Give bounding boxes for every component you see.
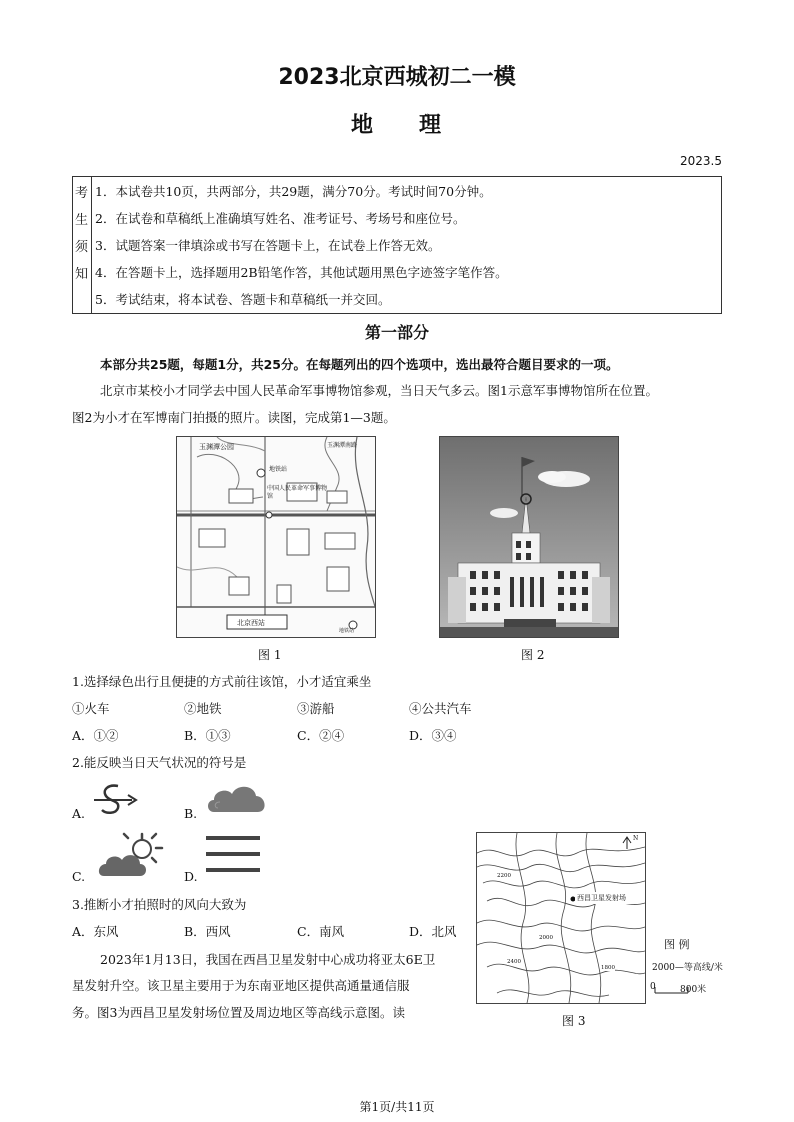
- north-label: N: [633, 835, 639, 842]
- figure-1-map: [176, 436, 376, 638]
- question-1-option-a: A．①②: [72, 728, 119, 743]
- passage-line-1: 2023年1月13日，我国在西昌卫星发射中心成功将亚太6E卫: [100, 952, 436, 967]
- notice-rule: 5．考试结束，将本试卷、答题卡和草稿纸一并交回。: [95, 292, 391, 307]
- question-3-option-b: B．西风: [184, 924, 231, 939]
- question-1-item: ③游船: [297, 701, 335, 716]
- question-3-option-a: A．东风: [72, 924, 119, 939]
- map-label-metro: 地铁站: [269, 466, 288, 473]
- part-instruction: 本部分共25题，每题1分，共25分。在每题列出的四个选项中，选出最符合题目要求的一项。: [100, 357, 619, 372]
- notice-side-char: 考: [75, 186, 89, 201]
- contour-label: 2000: [539, 935, 553, 941]
- question-2-option-c: C.: [72, 869, 86, 884]
- subject-title: [0, 108, 794, 139]
- passage-line-3: 务。图3为西昌卫星发射场位置及周边地区等高线示意图。读: [72, 1005, 405, 1020]
- question-1-option-d: D．③④: [409, 728, 457, 743]
- map-label-station: 北京西站: [237, 619, 265, 627]
- figure-3-caption: 图 3: [562, 1014, 586, 1028]
- contour-label: 2400: [507, 959, 521, 965]
- contour-label: 1800: [601, 965, 615, 971]
- question-2-option-d: D.: [184, 869, 198, 884]
- part-title: 第一部分: [364, 323, 429, 342]
- map-legend-metro: 地铁站: [339, 628, 355, 634]
- overcast-cloud-icon: [204, 778, 270, 818]
- map-label-park: 玉渊潭公园: [199, 443, 234, 451]
- question-2-option-a: A.: [72, 806, 86, 821]
- notice-side-char: 须: [75, 240, 89, 255]
- figure-2-caption: 图 2: [521, 648, 545, 662]
- question-1-stem: 1.选择绿色出行且便捷的方式前往该馆，小才适宜乘坐: [72, 674, 372, 689]
- launch-site-label: 西昌卫星发射场: [577, 894, 626, 902]
- question-3-stem: 3.推断小才拍照时的风向大致为: [72, 897, 247, 912]
- question-2-stem: 2.能反映当日天气状况的符号是: [72, 755, 247, 770]
- notice-rule: 3．试题答案一律填涂或书写在答题卡上，在试卷上作答无效。: [95, 238, 441, 253]
- question-1-option-b: B．①③: [184, 728, 231, 743]
- question-1-item: ①火车: [72, 701, 110, 716]
- exam-title: 2023北京西城初二一模: [278, 65, 516, 90]
- question-3-option-c: C．南风: [297, 924, 345, 939]
- legend-scale-end: 800米: [680, 985, 707, 995]
- fog-icon: [204, 834, 262, 874]
- question-1-item: ④公共汽车: [409, 701, 472, 716]
- passage-line-2: 星发射升空。该卫星主要用于为东南亚地区提供高通量通信服: [72, 978, 410, 993]
- contour-label: 2200: [497, 873, 511, 879]
- question-1-option-c: C．②④: [297, 728, 345, 743]
- intro-line-1: 北京市某校小才同学去中国人民革命军事博物馆参观，当日天气多云。图1示意军事博物馆所在位置。: [100, 383, 658, 398]
- wind-storm-icon: [92, 782, 140, 820]
- figure-1-caption: 图 1: [258, 648, 282, 662]
- notice-side-label: [73, 177, 92, 313]
- partly-cloudy-icon: [98, 832, 164, 880]
- question-3-option-d: D．北风: [409, 924, 457, 939]
- map-label-museum: 中国人民革命军事博物馆: [267, 485, 328, 500]
- page-footer: 第1页/共11页: [359, 1100, 435, 1114]
- notice-rule: 4．在答题卡上，选择题用2B铅笔作答，其他试题用黑色字迹签字笔作答。: [95, 265, 508, 280]
- subject-char-a: 地: [350, 113, 375, 138]
- legend-title: 图 例: [664, 938, 690, 951]
- legend-contour: 2000—等高线/米: [652, 963, 723, 973]
- exam-date: 2023.5: [680, 154, 722, 168]
- intro-line-2: 图2为小才在军博南门拍摄的照片。读图，完成第1—3题。: [72, 410, 396, 425]
- notice-side-char: 知: [75, 267, 89, 282]
- contour-drawing: [477, 833, 645, 1003]
- subject-char-b: 理: [419, 113, 444, 138]
- notice-side-char: 生: [75, 213, 89, 228]
- map-label-road: 玉渊潭南路: [327, 442, 358, 449]
- notice-rule: 2．在试卷和草稿纸上准确填写姓名、准考证号、考场号和座位号。: [95, 211, 466, 226]
- figure-3-contour-map: [476, 832, 646, 1004]
- notice-rule: 1．本试卷共10页，共两部分，共29题，满分70分。考试时间70分钟。: [95, 184, 492, 199]
- question-1-item: ②地铁: [184, 701, 222, 716]
- legend-scale-start: 0: [650, 982, 656, 992]
- question-2-option-b: B.: [184, 806, 198, 821]
- figure-2-photo: [439, 436, 619, 638]
- museum-photo-drawing: [440, 437, 618, 637]
- notice-box: [72, 176, 722, 314]
